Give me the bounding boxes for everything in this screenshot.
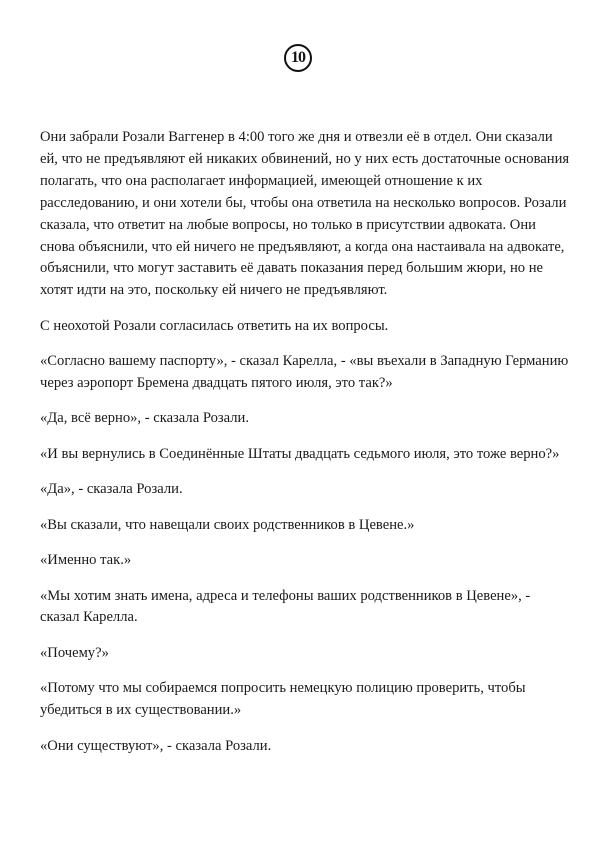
paragraph: Они забрали Розали Ваггенер в 4:00 того же дня и отвезли её в отдел. Они сказали ей, что не предъявляют ей никаких обвинений, но у них есть достаточные основания полагать, что она располагает информацией, имеющей отношение к их расследованию, и они хотели бы, чтобы она ответила на несколько вопросов. Розали сказала, что ответит на любые вопросы, но только в присутствии адвоката. Они снова объяснили, что ей ничего не предъявляют, а когда она настаивала на адвокате, объяснили, что могут заставить её давать показания перед большим жюри, но не хотят идти на это, поскольку ей ничего не предъявляют. xyxy=(40,129,570,299)
page-body-text xyxy=(40,127,570,771)
paragraph: «Да», - сказала Розали. xyxy=(40,481,183,498)
paragraph: С неохотой Розали согласилась ответить на их вопросы. xyxy=(40,317,389,334)
paragraph: «Да, всё верно», - сказала Розали. xyxy=(40,410,249,427)
paragraph: «Потому что мы собираемся попросить немецкую полицию проверить, чтобы убедиться в их существовании.» xyxy=(40,680,526,719)
paragraph: «Именно так.» xyxy=(40,552,132,569)
chapter-number: 10 xyxy=(291,49,305,66)
paragraph: «И вы вернулись в Соединённые Штаты двадцать седьмого июля, это тоже верно?» xyxy=(40,445,560,462)
paragraph: «Они существуют», - сказала Розали. xyxy=(40,737,272,754)
chapter-number-badge xyxy=(284,44,312,72)
paragraph: «Мы хотим знать имена, адреса и телефоны ваших родственников в Цевене», - сказал Карелла. xyxy=(40,587,531,626)
paragraph: «Вы сказали, что навещали своих родственников в Цевене.» xyxy=(40,516,415,533)
paragraph: «Согласно вашему паспорту», - сказал Карелла, - «вы въехали в Западную Германию через аэропорт Бремена двадцать пятого июля, это так?» xyxy=(40,353,569,392)
paragraph: «Почему?» xyxy=(40,644,109,661)
